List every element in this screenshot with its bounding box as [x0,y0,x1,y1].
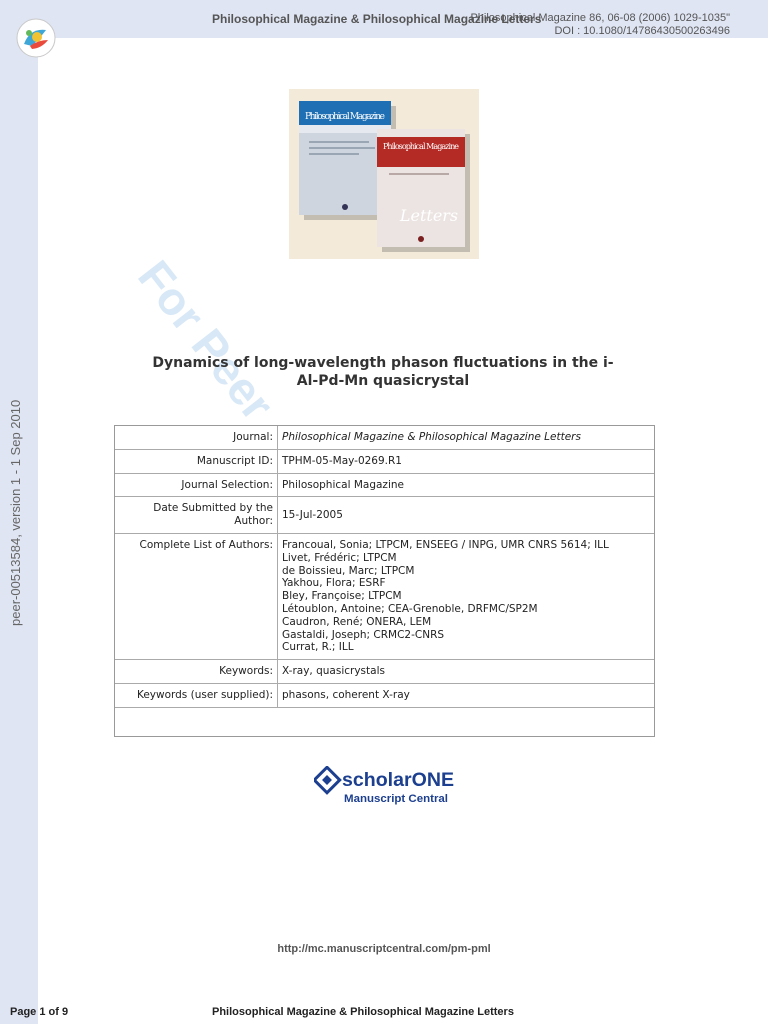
author-line: Bley, Françoise; LTPCM [282,590,402,603]
header-citation: Philosophical Magazine 86, 06-08 (2006) 1029-1035" [470,12,730,24]
author-line: Caudron, René; ONERA, LEM [282,615,432,628]
table-row [115,684,654,708]
scholarone-logo [314,766,464,806]
row-value: 15-Jul-2005 [278,497,654,534]
header-doi[interactable]: DOI : 10.1080/14786430500263496 [554,25,730,37]
row-label: Journal Selection: [115,474,278,498]
row-label: Journal: [115,426,278,450]
scholarone-brand: scholarONE [342,770,454,791]
row-value: TPHM-05-May-0269.R1 [278,450,654,474]
table-row [115,426,654,450]
row-label: Keywords (user supplied): [115,684,278,708]
scholarone-sub: Manuscript Central [344,793,448,805]
table-row [115,497,654,534]
cover-right-title: Philosophical Magazine [383,142,459,151]
page-count: 1 of 9 [39,1006,69,1018]
row-label: Keywords: [115,660,278,684]
footer-journal: Philosophical Magazine & Philosophical Magazine Letters [212,1006,514,1018]
cover-right-script: Letters [399,206,459,225]
row-value: phasons, coherent X-ray [278,684,654,708]
table-row [115,534,654,660]
row-label: Manuscript ID: [115,450,278,474]
author-line: Francoual, Sonia; LTPCM, ENSEEG / INPG, UMR CNRS 5614; ILL [282,538,609,551]
author-line: Gastaldi, Joseph; CRMC2-CNRS [282,628,445,641]
author-line: de Boissieu, Marc; LTPCM [282,564,415,577]
author-line: Livet, Frédéric; LTPCM [282,551,397,564]
page-word: Page [10,1006,37,1018]
row-value: Philosophical Magazine & Philosophical Magazine Letters [278,426,654,450]
table-row [115,450,654,474]
manuscript-title: Dynamics of long-wavelength phason fluctuations in the i-Al-Pd-Mn quasicrystal [152,355,614,389]
watermark-text: For Peer [128,250,285,430]
manuscript-url[interactable]: http://mc.manuscriptcentral.com/pm-pml [277,943,491,955]
header-journal: Philosophical Magazine & Philosophical Magazine Letters [212,12,542,26]
manuscript-details-table [114,425,655,737]
row-value: Philosophical Magazine [278,474,654,498]
table-row [115,474,654,498]
hal-archives-logo [16,18,56,58]
row-label: Date Submitted by the Author: [115,497,278,534]
row-value: X-ray, quasicrystals [278,660,654,684]
side-identifier: peer-00513584, version 1 - 1 Sep 2010 [8,399,23,626]
author-line: Yakhou, Flora; ESRF [282,577,386,590]
journal-covers-image [289,89,479,259]
row-label: Complete List of Authors: [115,534,278,660]
author-line: Currat, R.; ILL [282,641,354,654]
authors-list [278,534,654,660]
table-row-empty [115,708,654,736]
cover-left-title: Philosophical Magazine [305,112,385,122]
page-number [10,1006,68,1018]
table-row [115,660,654,684]
author-line: Létoublon, Antoine; CEA-Grenoble, DRFMC/SP2M [282,602,538,615]
header-reference [470,12,730,38]
